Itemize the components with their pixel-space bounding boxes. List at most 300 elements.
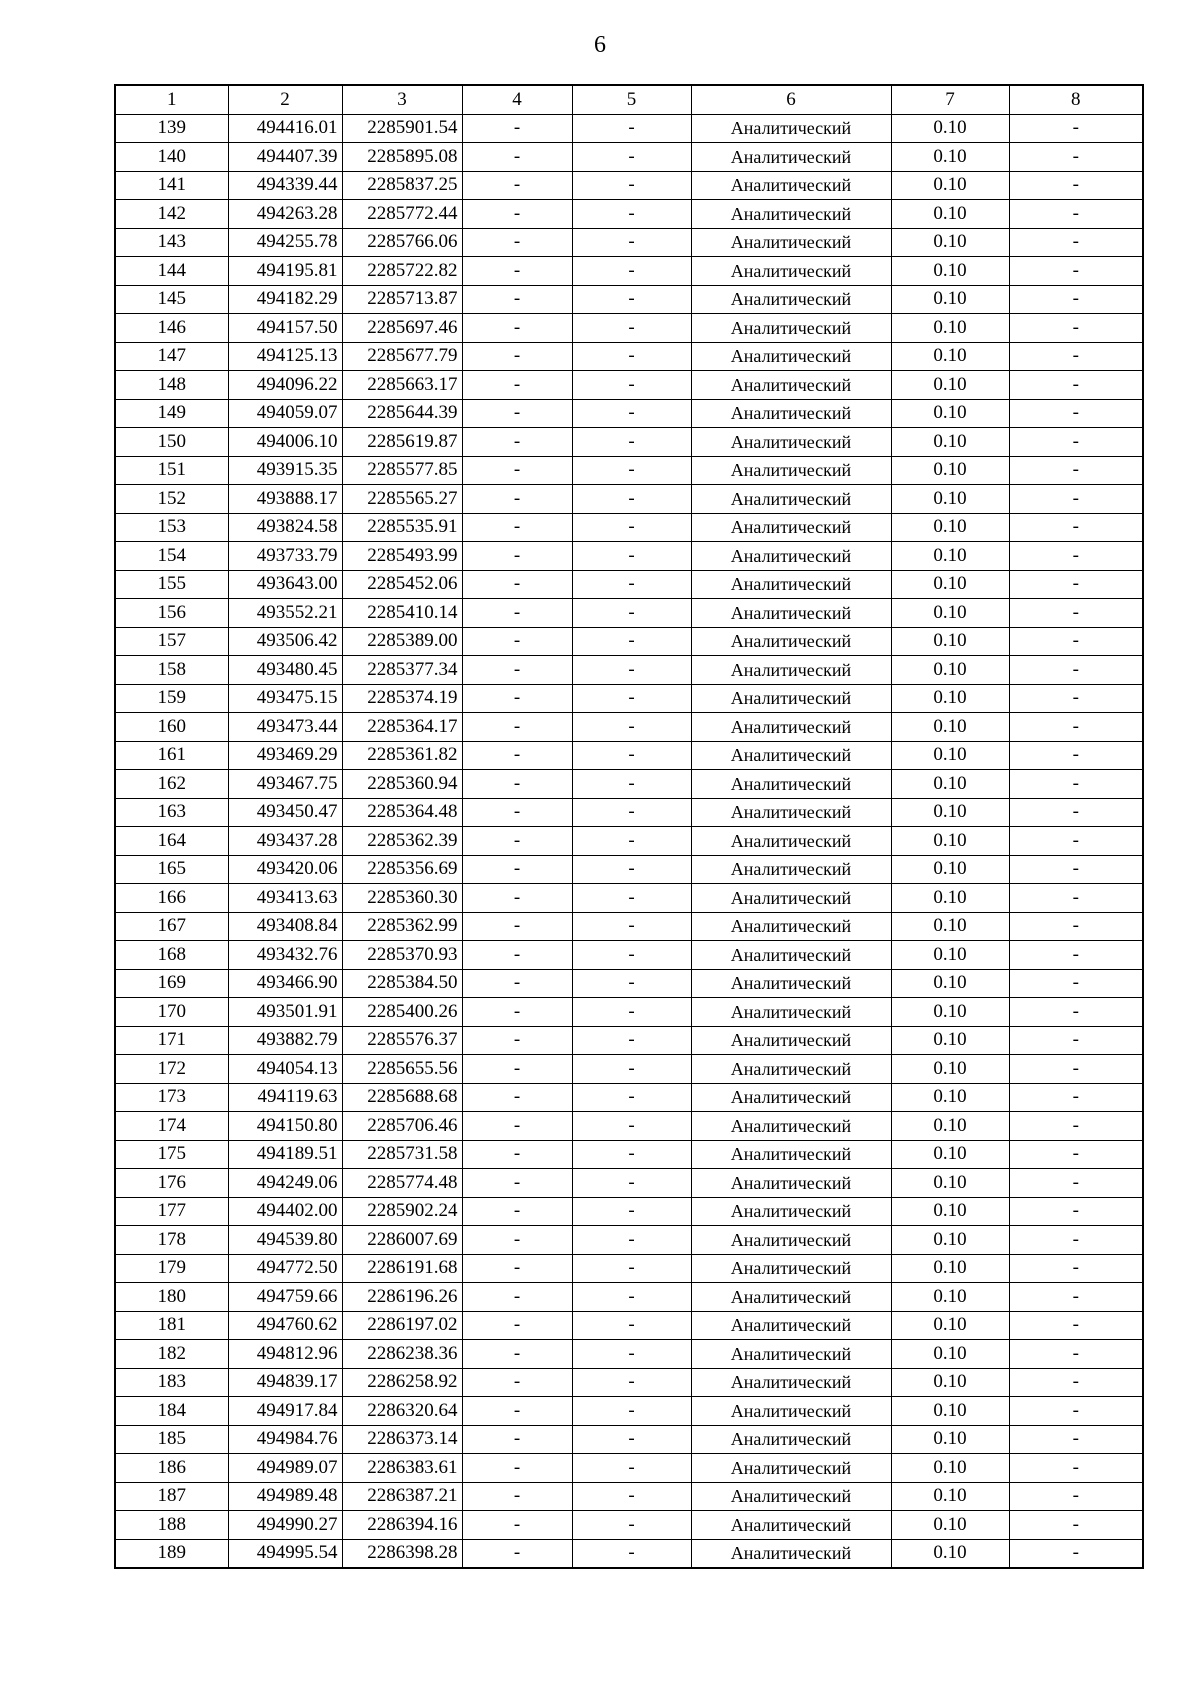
cell-method: Аналитический — [691, 342, 891, 371]
cell-col-8: - — [1009, 513, 1143, 542]
cell-col-5: - — [572, 1055, 691, 1084]
cell-accuracy: 0.10 — [891, 1140, 1009, 1169]
cell-col-5: - — [572, 114, 691, 143]
cell-col-5: - — [572, 1140, 691, 1169]
cell-col-4: - — [462, 599, 572, 628]
cell-point-number: 151 — [115, 456, 228, 485]
cell-point-number: 171 — [115, 1026, 228, 1055]
cell-y-coordinate: 2285364.48 — [342, 798, 462, 827]
cell-col-4: - — [462, 884, 572, 913]
table-row — [115, 1482, 1143, 1511]
cell-point-number: 181 — [115, 1311, 228, 1340]
cell-col-4: - — [462, 570, 572, 599]
cell-accuracy: 0.10 — [891, 998, 1009, 1027]
cell-col-8: - — [1009, 941, 1143, 970]
table-row — [115, 285, 1143, 314]
cell-col-4: - — [462, 1511, 572, 1540]
cell-col-4: - — [462, 1283, 572, 1312]
cell-col-8: - — [1009, 399, 1143, 428]
cell-col-8: - — [1009, 1311, 1143, 1340]
cell-col-8: - — [1009, 1169, 1143, 1198]
cell-y-coordinate: 2285565.27 — [342, 485, 462, 514]
table-row — [115, 770, 1143, 799]
cell-col-4: - — [462, 827, 572, 856]
cell-col-8: - — [1009, 542, 1143, 571]
table-row — [115, 114, 1143, 143]
cell-accuracy: 0.10 — [891, 1083, 1009, 1112]
cell-col-4: - — [462, 1254, 572, 1283]
cell-x-coordinate: 493475.15 — [228, 684, 342, 713]
cell-x-coordinate: 494125.13 — [228, 342, 342, 371]
cell-col-4: - — [462, 627, 572, 656]
cell-point-number: 161 — [115, 741, 228, 770]
table-row — [115, 969, 1143, 998]
table-row — [115, 741, 1143, 770]
cell-point-number: 158 — [115, 656, 228, 685]
cell-col-4: - — [462, 1026, 572, 1055]
table-row — [115, 1055, 1143, 1084]
cell-point-number: 145 — [115, 285, 228, 314]
cell-col-4: - — [462, 1397, 572, 1426]
cell-x-coordinate: 494189.51 — [228, 1140, 342, 1169]
cell-col-4: - — [462, 371, 572, 400]
cell-col-4: - — [462, 200, 572, 229]
cell-point-number: 146 — [115, 314, 228, 343]
cell-y-coordinate: 2285362.39 — [342, 827, 462, 856]
cell-accuracy: 0.10 — [891, 1055, 1009, 1084]
cell-x-coordinate: 493432.76 — [228, 941, 342, 970]
cell-col-4: - — [462, 684, 572, 713]
cell-method: Аналитический — [691, 542, 891, 571]
cell-col-8: - — [1009, 342, 1143, 371]
cell-col-5: - — [572, 1197, 691, 1226]
cell-method: Аналитический — [691, 1539, 891, 1568]
cell-method: Аналитический — [691, 1511, 891, 1540]
cell-accuracy: 0.10 — [891, 371, 1009, 400]
cell-accuracy: 0.10 — [891, 143, 1009, 172]
cell-method: Аналитический — [691, 1340, 891, 1369]
cell-col-8: - — [1009, 770, 1143, 799]
cell-col-5: - — [572, 1539, 691, 1568]
cell-col-5: - — [572, 627, 691, 656]
cell-y-coordinate: 2285360.30 — [342, 884, 462, 913]
cell-method: Аналитический — [691, 228, 891, 257]
cell-y-coordinate: 2285902.24 — [342, 1197, 462, 1226]
cell-point-number: 188 — [115, 1511, 228, 1540]
cell-method: Аналитический — [691, 998, 891, 1027]
cell-method: Аналитический — [691, 1197, 891, 1226]
cell-col-4: - — [462, 428, 572, 457]
cell-y-coordinate: 2286191.68 — [342, 1254, 462, 1283]
cell-y-coordinate: 2285389.00 — [342, 627, 462, 656]
cell-x-coordinate: 493888.17 — [228, 485, 342, 514]
cell-accuracy: 0.10 — [891, 171, 1009, 200]
cell-col-4: - — [462, 798, 572, 827]
cell-accuracy: 0.10 — [891, 314, 1009, 343]
table-row — [115, 1083, 1143, 1112]
cell-y-coordinate: 2285361.82 — [342, 741, 462, 770]
cell-y-coordinate: 2285619.87 — [342, 428, 462, 457]
cell-col-8: - — [1009, 713, 1143, 742]
cell-method: Аналитический — [691, 428, 891, 457]
table-row — [115, 941, 1143, 970]
cell-col-8: - — [1009, 627, 1143, 656]
cell-col-8: - — [1009, 684, 1143, 713]
cell-x-coordinate: 493506.42 — [228, 627, 342, 656]
cell-method: Аналитический — [691, 1140, 891, 1169]
column-header-col-8: 8 — [1009, 85, 1143, 114]
table-row — [115, 399, 1143, 428]
cell-accuracy: 0.10 — [891, 114, 1009, 143]
cell-method: Аналитический — [691, 1254, 891, 1283]
cell-accuracy: 0.10 — [891, 1482, 1009, 1511]
cell-point-number: 147 — [115, 342, 228, 371]
cell-method: Аналитический — [691, 1482, 891, 1511]
column-header-accuracy: 7 — [891, 85, 1009, 114]
cell-x-coordinate: 493473.44 — [228, 713, 342, 742]
cell-col-4: - — [462, 770, 572, 799]
cell-x-coordinate: 494984.76 — [228, 1425, 342, 1454]
column-header-col-4: 4 — [462, 85, 572, 114]
table-row — [115, 1454, 1143, 1483]
cell-col-5: - — [572, 171, 691, 200]
cell-col-4: - — [462, 1112, 572, 1141]
column-header-y-coordinate: 3 — [342, 85, 462, 114]
table-row — [115, 371, 1143, 400]
cell-point-number: 143 — [115, 228, 228, 257]
cell-col-5: - — [572, 1397, 691, 1426]
cell-point-number: 166 — [115, 884, 228, 913]
cell-accuracy: 0.10 — [891, 1539, 1009, 1568]
cell-y-coordinate: 2285655.56 — [342, 1055, 462, 1084]
cell-point-number: 180 — [115, 1283, 228, 1312]
cell-col-8: - — [1009, 428, 1143, 457]
cell-col-8: - — [1009, 171, 1143, 200]
cell-x-coordinate: 493469.29 — [228, 741, 342, 770]
table-row — [115, 1397, 1143, 1426]
cell-col-4: - — [462, 114, 572, 143]
table-row — [115, 1197, 1143, 1226]
cell-col-8: - — [1009, 485, 1143, 514]
cell-col-8: - — [1009, 827, 1143, 856]
cell-x-coordinate: 493824.58 — [228, 513, 342, 542]
cell-col-8: - — [1009, 1055, 1143, 1084]
cell-method: Аналитический — [691, 1083, 891, 1112]
table-header — [115, 85, 1143, 114]
cell-col-5: - — [572, 1511, 691, 1540]
cell-method: Аналитический — [691, 713, 891, 742]
cell-col-5: - — [572, 1226, 691, 1255]
cell-y-coordinate: 2286394.16 — [342, 1511, 462, 1540]
cell-accuracy: 0.10 — [891, 912, 1009, 941]
cell-col-5: - — [572, 998, 691, 1027]
cell-accuracy: 0.10 — [891, 1283, 1009, 1312]
cell-point-number: 160 — [115, 713, 228, 742]
cell-x-coordinate: 493915.35 — [228, 456, 342, 485]
table-row — [115, 342, 1143, 371]
cell-col-8: - — [1009, 884, 1143, 913]
cell-method: Аналитический — [691, 1112, 891, 1141]
cell-x-coordinate: 494839.17 — [228, 1368, 342, 1397]
cell-col-8: - — [1009, 1539, 1143, 1568]
cell-method: Аналитический — [691, 1026, 891, 1055]
coordinates-table — [114, 84, 1144, 1569]
table-row — [115, 485, 1143, 514]
cell-y-coordinate: 2285577.85 — [342, 456, 462, 485]
cell-method: Аналитический — [691, 485, 891, 514]
cell-col-5: - — [572, 741, 691, 770]
cell-method: Аналитический — [691, 200, 891, 229]
cell-col-5: - — [572, 599, 691, 628]
cell-col-4: - — [462, 1055, 572, 1084]
cell-col-8: - — [1009, 1482, 1143, 1511]
cell-point-number: 164 — [115, 827, 228, 856]
cell-accuracy: 0.10 — [891, 513, 1009, 542]
cell-y-coordinate: 2286383.61 — [342, 1454, 462, 1483]
cell-y-coordinate: 2286320.64 — [342, 1397, 462, 1426]
cell-col-5: - — [572, 855, 691, 884]
cell-col-5: - — [572, 1112, 691, 1141]
cell-col-5: - — [572, 941, 691, 970]
cell-col-4: - — [462, 1169, 572, 1198]
table-row — [115, 456, 1143, 485]
cell-col-4: - — [462, 285, 572, 314]
table-row — [115, 1511, 1143, 1540]
table-row — [115, 656, 1143, 685]
table-row — [115, 1026, 1143, 1055]
cell-col-8: - — [1009, 1026, 1143, 1055]
cell-accuracy: 0.10 — [891, 827, 1009, 856]
cell-accuracy: 0.10 — [891, 713, 1009, 742]
cell-col-4: - — [462, 713, 572, 742]
cell-col-8: - — [1009, 1511, 1143, 1540]
cell-col-8: - — [1009, 1283, 1143, 1312]
cell-accuracy: 0.10 — [891, 941, 1009, 970]
table-row — [115, 513, 1143, 542]
cell-col-5: - — [572, 1368, 691, 1397]
cell-accuracy: 0.10 — [891, 1368, 1009, 1397]
cell-method: Аналитический — [691, 684, 891, 713]
cell-col-8: - — [1009, 912, 1143, 941]
cell-accuracy: 0.10 — [891, 1425, 1009, 1454]
cell-col-5: - — [572, 228, 691, 257]
cell-y-coordinate: 2285644.39 — [342, 399, 462, 428]
cell-accuracy: 0.10 — [891, 485, 1009, 514]
cell-accuracy: 0.10 — [891, 741, 1009, 770]
cell-y-coordinate: 2285774.48 — [342, 1169, 462, 1198]
cell-x-coordinate: 493420.06 — [228, 855, 342, 884]
cell-col-5: - — [572, 285, 691, 314]
cell-method: Аналитический — [691, 1397, 891, 1426]
table-row — [115, 1283, 1143, 1312]
cell-point-number: 185 — [115, 1425, 228, 1454]
cell-x-coordinate: 494989.48 — [228, 1482, 342, 1511]
cell-x-coordinate: 494995.54 — [228, 1539, 342, 1568]
cell-accuracy: 0.10 — [891, 599, 1009, 628]
cell-point-number: 159 — [115, 684, 228, 713]
cell-method: Аналитический — [691, 627, 891, 656]
cell-col-5: - — [572, 1311, 691, 1340]
cell-point-number: 150 — [115, 428, 228, 457]
cell-col-4: - — [462, 1311, 572, 1340]
cell-x-coordinate: 493437.28 — [228, 827, 342, 856]
cell-accuracy: 0.10 — [891, 1197, 1009, 1226]
cell-x-coordinate: 493450.47 — [228, 798, 342, 827]
table-row — [115, 257, 1143, 286]
cell-y-coordinate: 2285362.99 — [342, 912, 462, 941]
cell-col-4: - — [462, 342, 572, 371]
cell-x-coordinate: 494402.00 — [228, 1197, 342, 1226]
cell-point-number: 162 — [115, 770, 228, 799]
cell-col-5: - — [572, 1482, 691, 1511]
cell-point-number: 155 — [115, 570, 228, 599]
cell-col-4: - — [462, 1140, 572, 1169]
cell-col-5: - — [572, 770, 691, 799]
cell-y-coordinate: 2285706.46 — [342, 1112, 462, 1141]
cell-y-coordinate: 2285493.99 — [342, 542, 462, 571]
cell-point-number: 187 — [115, 1482, 228, 1511]
cell-x-coordinate: 494539.80 — [228, 1226, 342, 1255]
cell-col-5: - — [572, 399, 691, 428]
cell-x-coordinate: 494157.50 — [228, 314, 342, 343]
cell-method: Аналитический — [691, 1226, 891, 1255]
cell-y-coordinate: 2286398.28 — [342, 1539, 462, 1568]
cell-y-coordinate: 2285364.17 — [342, 713, 462, 742]
cell-col-5: - — [572, 570, 691, 599]
cell-col-4: - — [462, 257, 572, 286]
cell-y-coordinate: 2286197.02 — [342, 1311, 462, 1340]
cell-accuracy: 0.10 — [891, 342, 1009, 371]
cell-col-4: - — [462, 1197, 572, 1226]
cell-point-number: 168 — [115, 941, 228, 970]
cell-col-4: - — [462, 1083, 572, 1112]
cell-col-5: - — [572, 1425, 691, 1454]
cell-method: Аналитический — [691, 171, 891, 200]
cell-col-5: - — [572, 485, 691, 514]
table-row — [115, 627, 1143, 656]
cell-x-coordinate: 494150.80 — [228, 1112, 342, 1141]
table-row — [115, 1169, 1143, 1198]
cell-y-coordinate: 2286196.26 — [342, 1283, 462, 1312]
cell-point-number: 189 — [115, 1539, 228, 1568]
cell-method: Аналитический — [691, 741, 891, 770]
cell-accuracy: 0.10 — [891, 542, 1009, 571]
table-row — [115, 684, 1143, 713]
cell-accuracy: 0.10 — [891, 1340, 1009, 1369]
cell-col-4: - — [462, 228, 572, 257]
table-row — [115, 798, 1143, 827]
table-row — [115, 998, 1143, 1027]
table-row — [115, 713, 1143, 742]
cell-col-4: - — [462, 1482, 572, 1511]
cell-accuracy: 0.10 — [891, 656, 1009, 685]
cell-y-coordinate: 2285688.68 — [342, 1083, 462, 1112]
table-body — [115, 114, 1143, 1568]
cell-y-coordinate: 2285895.08 — [342, 143, 462, 172]
cell-col-4: - — [462, 314, 572, 343]
cell-col-8: - — [1009, 1368, 1143, 1397]
cell-col-5: - — [572, 428, 691, 457]
table-row — [115, 1539, 1143, 1568]
cell-y-coordinate: 2285663.17 — [342, 371, 462, 400]
cell-accuracy: 0.10 — [891, 228, 1009, 257]
cell-col-4: - — [462, 969, 572, 998]
cell-col-8: - — [1009, 855, 1143, 884]
cell-y-coordinate: 2285677.79 — [342, 342, 462, 371]
cell-col-5: - — [572, 143, 691, 172]
cell-accuracy: 0.10 — [891, 969, 1009, 998]
cell-accuracy: 0.10 — [891, 570, 1009, 599]
cell-col-8: - — [1009, 969, 1143, 998]
cell-method: Аналитический — [691, 884, 891, 913]
table-row — [115, 912, 1143, 941]
cell-col-8: - — [1009, 314, 1143, 343]
cell-col-4: - — [462, 485, 572, 514]
cell-method: Аналитический — [691, 1454, 891, 1483]
cell-col-5: - — [572, 456, 691, 485]
table-row — [115, 1112, 1143, 1141]
cell-x-coordinate: 493882.79 — [228, 1026, 342, 1055]
cell-col-4: - — [462, 1454, 572, 1483]
cell-col-5: - — [572, 1454, 691, 1483]
cell-y-coordinate: 2285356.69 — [342, 855, 462, 884]
cell-accuracy: 0.10 — [891, 456, 1009, 485]
cell-col-5: - — [572, 1169, 691, 1198]
cell-col-8: - — [1009, 1226, 1143, 1255]
cell-col-5: - — [572, 912, 691, 941]
cell-x-coordinate: 494054.13 — [228, 1055, 342, 1084]
cell-col-8: - — [1009, 1340, 1143, 1369]
cell-x-coordinate: 494255.78 — [228, 228, 342, 257]
cell-point-number: 148 — [115, 371, 228, 400]
cell-col-5: - — [572, 713, 691, 742]
cell-point-number: 165 — [115, 855, 228, 884]
cell-point-number: 141 — [115, 171, 228, 200]
cell-x-coordinate: 493552.21 — [228, 599, 342, 628]
cell-point-number: 154 — [115, 542, 228, 571]
table-row — [115, 1140, 1143, 1169]
cell-point-number: 153 — [115, 513, 228, 542]
cell-y-coordinate: 2285452.06 — [342, 570, 462, 599]
cell-method: Аналитический — [691, 855, 891, 884]
cell-point-number: 182 — [115, 1340, 228, 1369]
cell-col-5: - — [572, 884, 691, 913]
cell-accuracy: 0.10 — [891, 1112, 1009, 1141]
cell-col-5: - — [572, 1026, 691, 1055]
cell-y-coordinate: 2286373.14 — [342, 1425, 462, 1454]
cell-y-coordinate: 2285722.82 — [342, 257, 462, 286]
cell-col-5: - — [572, 371, 691, 400]
cell-col-5: - — [572, 542, 691, 571]
cell-col-5: - — [572, 684, 691, 713]
cell-y-coordinate: 2286007.69 — [342, 1226, 462, 1255]
cell-y-coordinate: 2285766.06 — [342, 228, 462, 257]
cell-col-8: - — [1009, 1454, 1143, 1483]
cell-col-5: - — [572, 257, 691, 286]
cell-method: Аналитический — [691, 1425, 891, 1454]
cell-x-coordinate: 494917.84 — [228, 1397, 342, 1426]
table-row — [115, 314, 1143, 343]
cell-x-coordinate: 494263.28 — [228, 200, 342, 229]
cell-col-5: - — [572, 1083, 691, 1112]
cell-accuracy: 0.10 — [891, 200, 1009, 229]
cell-point-number: 142 — [115, 200, 228, 229]
cell-col-4: - — [462, 855, 572, 884]
cell-col-5: - — [572, 656, 691, 685]
cell-method: Аналитический — [691, 456, 891, 485]
cell-col-8: - — [1009, 228, 1143, 257]
table-row — [115, 1425, 1143, 1454]
